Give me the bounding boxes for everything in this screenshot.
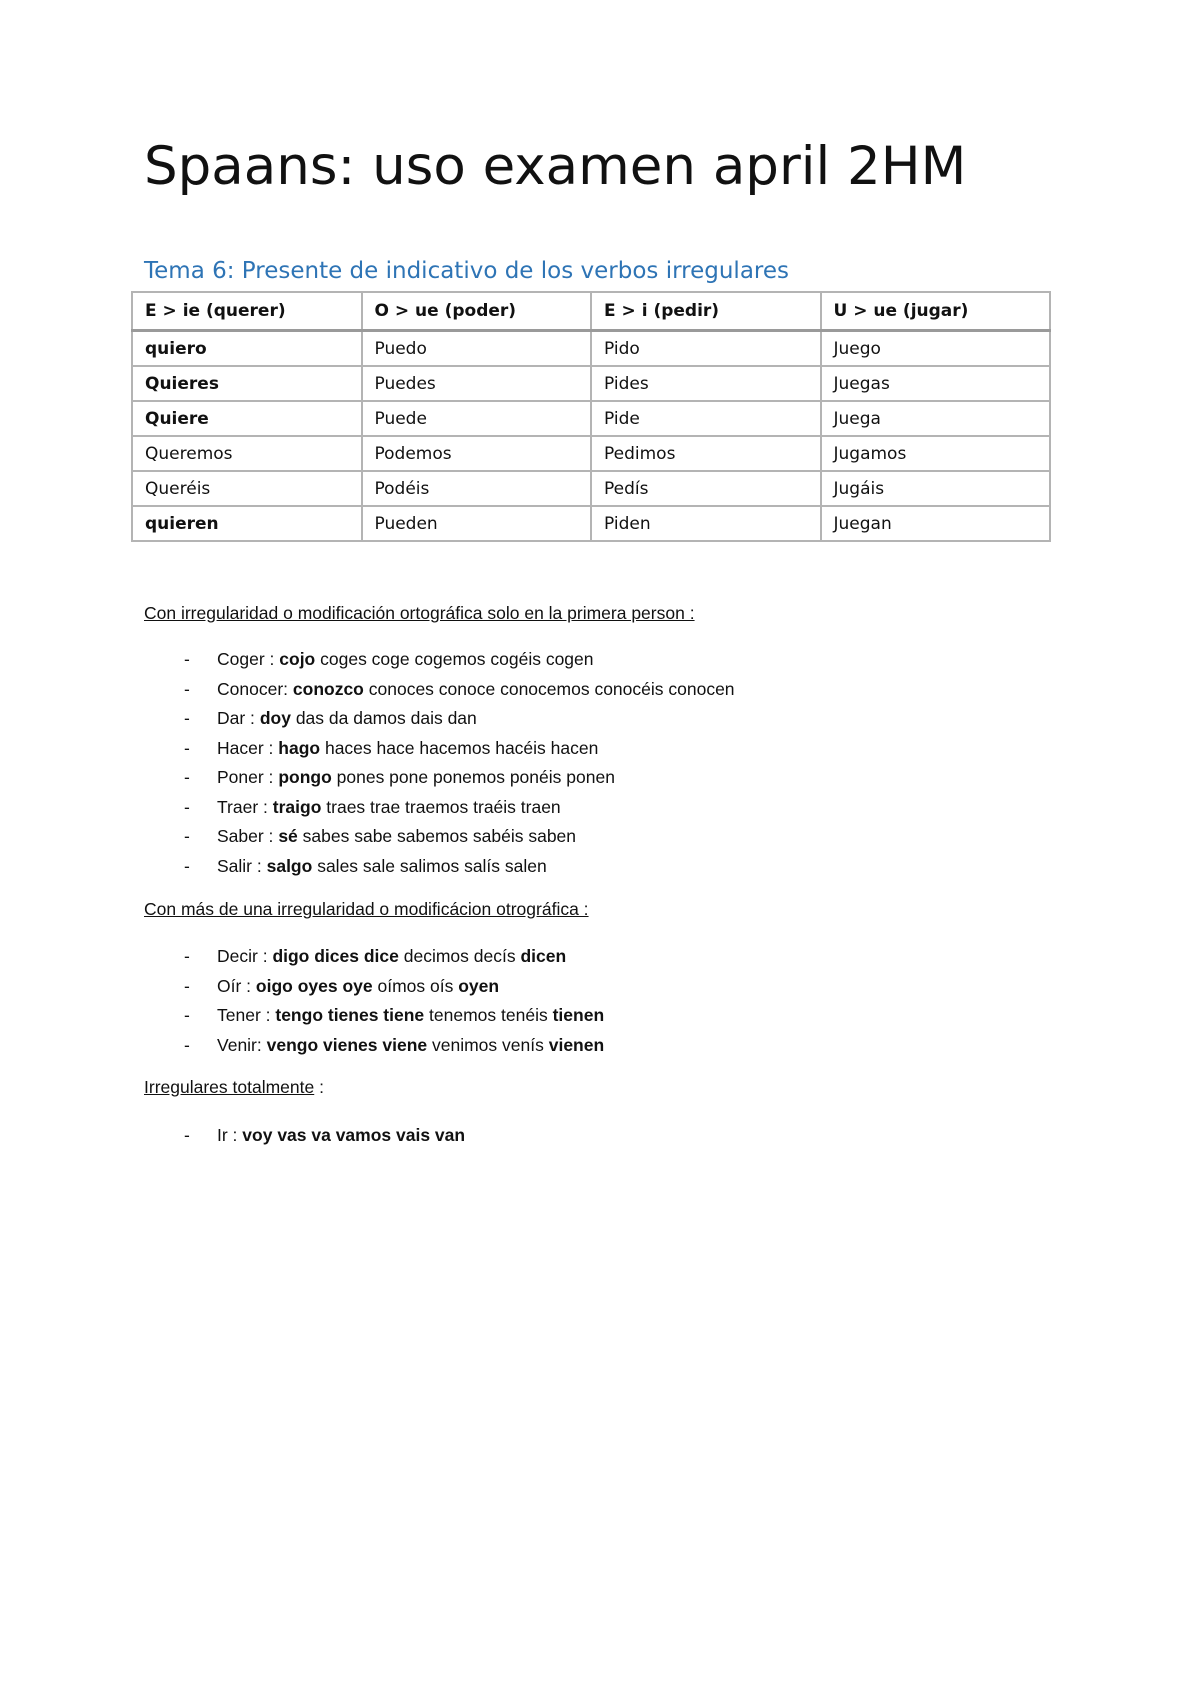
page-title: Spaans: uso examen april 2HM — [144, 136, 967, 197]
table-cell: Queréis — [132, 471, 362, 506]
list-dash: - — [184, 796, 190, 817]
verb-infinitive: Decir : — [217, 946, 268, 966]
verb-other-forms: sales sale salimos salís salen — [317, 855, 547, 876]
table-row — [132, 331, 1050, 367]
verb-infinitive: Coger : — [217, 649, 275, 669]
verb-infinitive: Ir : — [217, 1125, 238, 1145]
verb-irregular-forms: oigo oyes oye — [255, 975, 373, 996]
table-cell: Jugáis — [821, 471, 1051, 506]
table-cell: Podemos — [362, 436, 592, 471]
verb-other-forms: haces hace hacemos hacéis hacen — [324, 737, 599, 758]
table-header-cell: U > ue (jugar) — [821, 292, 1051, 331]
section-heading-text: Con más de una irregularidad o modificácion otrográfica : — [144, 899, 589, 919]
verb-other-forms: coges coge cogemos cogéis cogen — [320, 649, 594, 669]
verb-irregular-form-last: dicen — [520, 946, 567, 966]
table-row — [132, 471, 1050, 506]
verb-first-form: traigo — [272, 796, 322, 817]
list-dash: - — [184, 649, 190, 669]
verb-infinitive: Saber : — [217, 826, 274, 846]
table-cell: Juego — [821, 331, 1051, 367]
verb-other-forms: traes trae traemos traéis traen — [326, 796, 561, 817]
verb-infinitive: Conocer: — [217, 678, 289, 699]
section-heading-totally-irregular — [144, 1077, 324, 1098]
table-row — [132, 436, 1050, 471]
verb-first-form: doy — [259, 708, 291, 728]
list-dash: - — [184, 678, 190, 699]
verb-first-form: sé — [278, 826, 298, 846]
table-cell: Juegas — [821, 366, 1051, 401]
table-cell: Podéis — [362, 471, 592, 506]
table-header-cell: E > ie (querer) — [132, 292, 362, 331]
verb-other-forms: conoces conoce conocemos conocéis conocen — [368, 678, 735, 699]
verb-irregular-forms: tengo tienes tiene — [275, 1005, 425, 1025]
table-cell: Jugamos — [821, 436, 1051, 471]
table-cell: Quieres — [132, 366, 362, 401]
verb-irregular-forms: vengo vienes viene — [266, 1034, 428, 1055]
section-heading-first-person — [144, 603, 695, 624]
verb-forms: voy vas va vamos vais van — [242, 1125, 466, 1145]
table-cell: Quiere — [132, 401, 362, 436]
verb-other-forms: pones pone ponemos ponéis ponen — [336, 767, 615, 787]
verb-infinitive: Dar : — [217, 708, 255, 728]
table-cell: Juegan — [821, 506, 1051, 541]
table-header-row — [132, 292, 1050, 331]
list-dash: - — [184, 1125, 190, 1145]
list-dash: - — [184, 767, 190, 787]
verb-infinitive: Tener : — [217, 1005, 271, 1025]
table-cell: Puedes — [362, 366, 592, 401]
table-cell: Pedimos — [591, 436, 821, 471]
table-header-cell: O > ue (poder) — [362, 292, 592, 331]
verb-irregular-forms: digo dices dice — [272, 946, 399, 966]
table-cell: Pido — [591, 331, 821, 367]
list-dash: - — [184, 737, 190, 758]
table-cell: Puede — [362, 401, 592, 436]
verb-infinitive: Salir : — [217, 855, 262, 876]
list-dash: - — [184, 1005, 190, 1025]
list-dash: - — [184, 975, 190, 996]
list-dash: - — [184, 826, 190, 846]
table-cell: Puedo — [362, 331, 592, 367]
table-cell: Pueden — [362, 506, 592, 541]
section-heading-colon: : — [314, 1077, 324, 1097]
verb-infinitive: Traer : — [217, 796, 268, 817]
verb-regular-forms: oímos oís — [377, 975, 454, 996]
section-heading-text: Con irregularidad o modificación ortográfica solo en la primera person : — [144, 603, 695, 623]
verb-other-forms: das da damos dais dan — [295, 708, 477, 728]
verb-infinitive: Poner : — [217, 767, 274, 787]
verb-first-form: conozco — [292, 678, 364, 699]
table-cell: Piden — [591, 506, 821, 541]
section-subheading: Tema 6: Presente de indicativo de los verbos irregulares — [144, 258, 789, 284]
table-row — [132, 506, 1050, 541]
verb-other-forms: sabes sabe sabemos sabéis saben — [302, 826, 577, 846]
section-heading-multiple — [144, 899, 589, 920]
table-cell: Pide — [591, 401, 821, 436]
verb-first-form: cojo — [279, 649, 316, 669]
table-cell: Pides — [591, 366, 821, 401]
verb-first-form: hago — [278, 737, 321, 758]
verb-infinitive: Hacer : — [217, 737, 274, 758]
verb-irregular-form-last: vienen — [548, 1034, 605, 1055]
verb-regular-forms: venimos venís — [432, 1034, 544, 1055]
conjugation-table — [131, 291, 1051, 542]
table-cell: Juega — [821, 401, 1051, 436]
verb-regular-forms: decimos decís — [403, 946, 516, 966]
verb-infinitive: Venir: — [217, 1034, 262, 1055]
section-heading-text: Irregulares totalmente — [144, 1077, 315, 1097]
verb-first-form: pongo — [278, 767, 332, 787]
table-row — [132, 401, 1050, 436]
table-cell: Pedís — [591, 471, 821, 506]
verb-first-form: salgo — [266, 855, 313, 876]
list-dash: - — [184, 1034, 190, 1055]
list-dash: - — [184, 946, 190, 966]
table-cell: Queremos — [132, 436, 362, 471]
table-cell: quiero — [132, 331, 362, 367]
list-dash: - — [184, 855, 190, 876]
verb-regular-forms: tenemos tenéis — [429, 1005, 548, 1025]
verb-irregular-form-last: oyen — [458, 975, 500, 996]
list-dash: - — [184, 708, 190, 728]
table-header-cell: E > i (pedir) — [591, 292, 821, 331]
table-cell: quieren — [132, 506, 362, 541]
verb-irregular-form-last: tienen — [552, 1005, 605, 1025]
table-row — [132, 366, 1050, 401]
verb-infinitive: Oír : — [217, 975, 252, 996]
